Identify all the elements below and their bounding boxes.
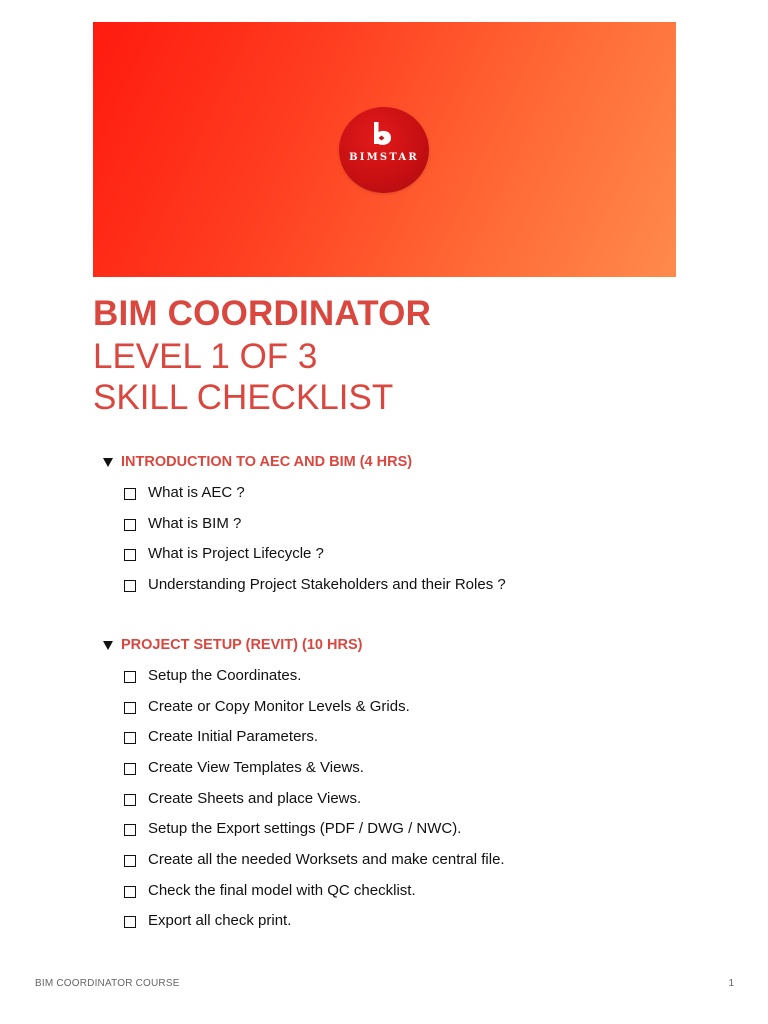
checklist-item-label: Create View Templates & Views. bbox=[148, 758, 364, 776]
checkbox[interactable] bbox=[124, 732, 136, 744]
title-line-3: SKILL CHECKLIST bbox=[93, 378, 394, 417]
checklist bbox=[102, 660, 505, 936]
section-toggle[interactable] bbox=[102, 452, 506, 472]
checkbox[interactable] bbox=[124, 794, 136, 806]
footer-page-number: 1 bbox=[728, 978, 734, 989]
checkbox[interactable] bbox=[124, 763, 136, 775]
collapse-triangle-icon[interactable] bbox=[103, 458, 113, 467]
footer-course-name: BIM COORDINATOR COURSE bbox=[35, 978, 180, 989]
title-line-1: BIM COORDINATOR bbox=[93, 294, 432, 333]
checklist-item bbox=[102, 508, 506, 539]
checkbox[interactable] bbox=[124, 916, 136, 928]
checklist-item-label: Setup the Coordinates. bbox=[148, 666, 302, 684]
checkbox[interactable] bbox=[124, 519, 136, 531]
checklist-section-project-setup bbox=[102, 635, 505, 936]
checklist-item bbox=[102, 875, 505, 906]
checklist-item bbox=[102, 538, 506, 569]
checklist-section-intro bbox=[102, 452, 506, 600]
checkbox[interactable] bbox=[124, 886, 136, 898]
checklist-item-label: What is Project Lifecycle ? bbox=[148, 545, 324, 563]
checklist-item bbox=[102, 752, 505, 783]
header-banner bbox=[93, 22, 676, 277]
checklist-item bbox=[102, 844, 505, 875]
checklist-item-label: What is AEC ? bbox=[148, 483, 245, 501]
checklist-item-label: Export all check print. bbox=[148, 912, 292, 930]
checkbox[interactable] bbox=[124, 549, 136, 561]
checkbox[interactable] bbox=[124, 580, 136, 592]
bimstar-logo bbox=[339, 107, 429, 193]
checklist-item bbox=[102, 813, 505, 844]
checklist-item bbox=[102, 721, 505, 752]
checkbox[interactable] bbox=[124, 824, 136, 836]
checklist-item-label: Check the final model with QC checklist. bbox=[148, 881, 416, 899]
bimstar-b-icon bbox=[372, 121, 396, 151]
collapse-triangle-icon[interactable] bbox=[103, 641, 113, 650]
checkbox[interactable] bbox=[124, 488, 136, 500]
checklist-item-label: Understanding Project Stakeholders and their Roles ? bbox=[148, 575, 506, 593]
checkbox[interactable] bbox=[124, 855, 136, 867]
checklist-item bbox=[102, 783, 505, 814]
checkbox[interactable] bbox=[124, 671, 136, 683]
checklist-item-label: Setup the Export settings (PDF / DWG / NWC). bbox=[148, 820, 462, 838]
checklist-item-label: What is BIM ? bbox=[148, 514, 242, 532]
checklist-item-label: Create all the needed Worksets and make central file. bbox=[148, 850, 505, 868]
checklist bbox=[102, 477, 506, 600]
checklist-item bbox=[102, 691, 505, 722]
checklist-item bbox=[102, 477, 506, 508]
section-toggle[interactable] bbox=[102, 635, 505, 655]
checklist-item bbox=[102, 660, 505, 691]
title-line-2: LEVEL 1 OF 3 bbox=[93, 337, 318, 376]
section-heading: INTRODUCTION TO AEC AND BIM (4 HRS) bbox=[121, 454, 413, 470]
checklist-item bbox=[102, 569, 506, 600]
logo-wordmark: BIMSTAR bbox=[349, 152, 419, 163]
section-heading: PROJECT SETUP (REVIT) (10 HRS) bbox=[121, 637, 363, 653]
checkbox[interactable] bbox=[124, 702, 136, 714]
checklist-item-label: Create Sheets and place Views. bbox=[148, 789, 362, 807]
checklist-item-label: Create or Copy Monitor Levels & Grids. bbox=[148, 697, 410, 715]
document-title bbox=[93, 292, 431, 418]
checklist-item bbox=[102, 906, 505, 937]
checklist-item-label: Create Initial Parameters. bbox=[148, 728, 319, 746]
